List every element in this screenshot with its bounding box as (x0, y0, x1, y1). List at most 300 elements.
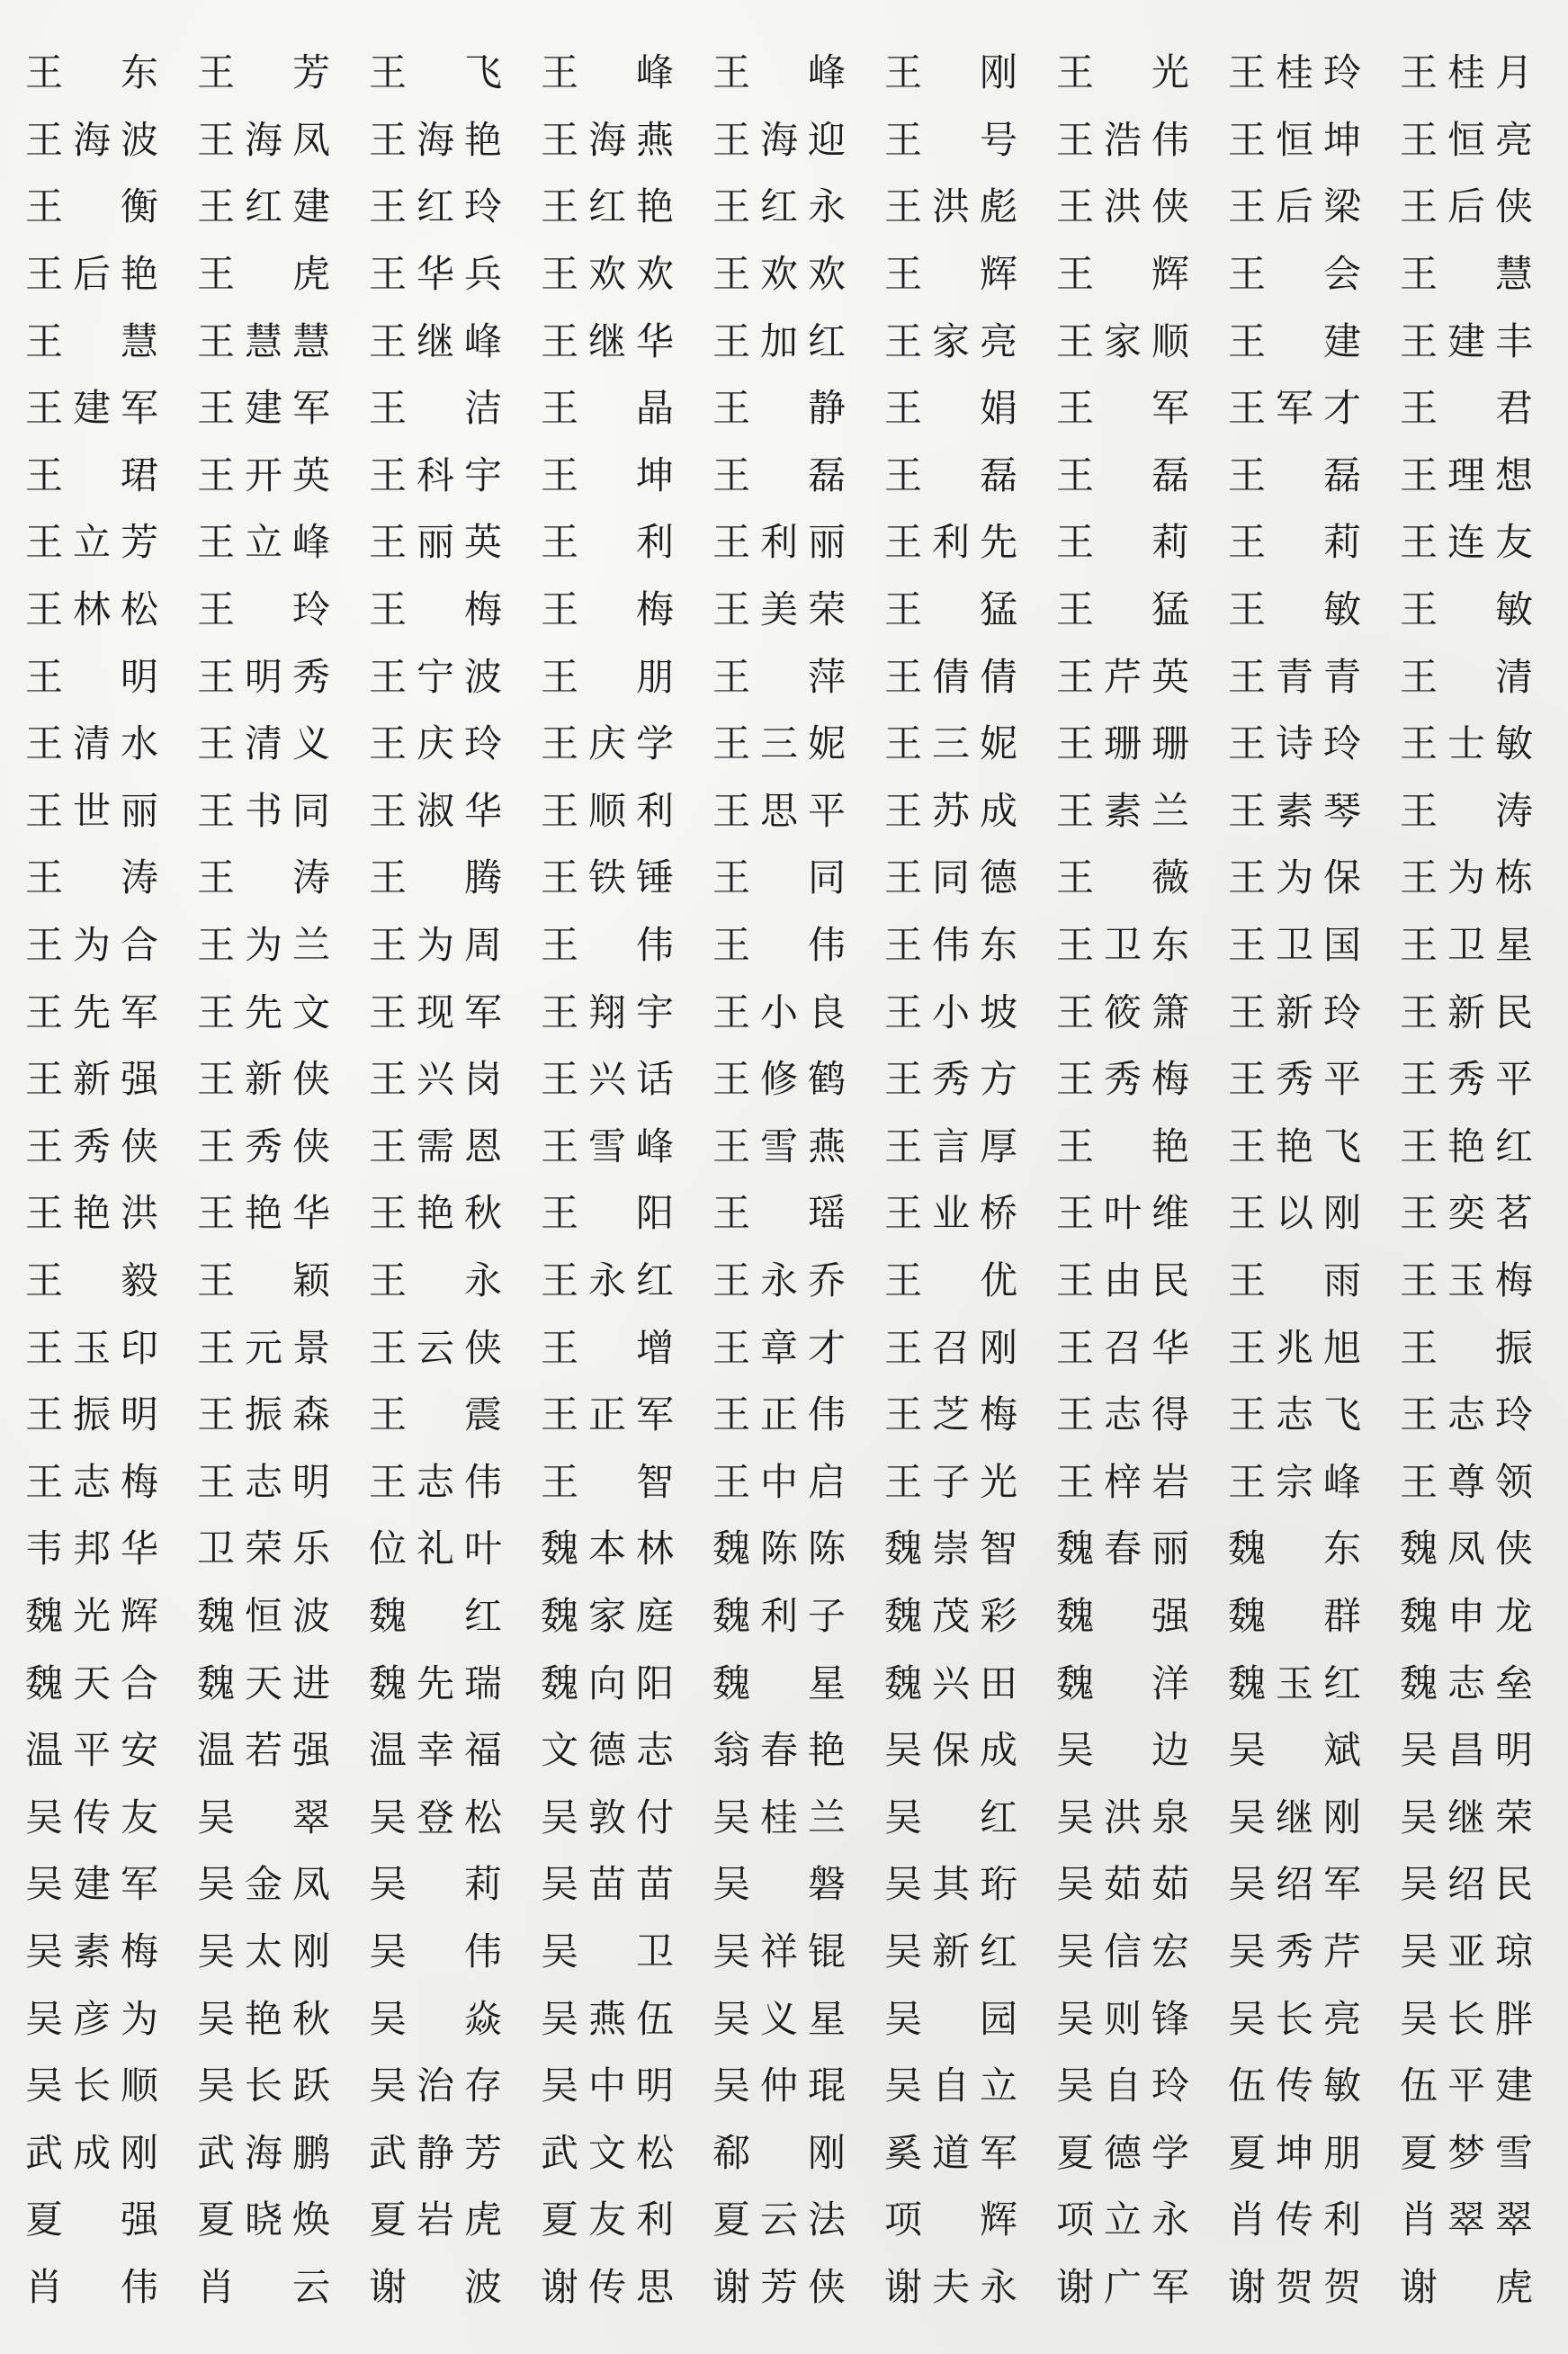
name-entry: 吴登松 (369, 1795, 513, 1839)
name-char: 王 (712, 923, 751, 968)
name-char: 吴 (1056, 1728, 1095, 1773)
name-char: 肖 (197, 2264, 236, 2309)
name-char: 强 (1151, 1593, 1189, 1638)
name-entry: 王为栋 (1400, 855, 1544, 900)
name-entry: 王先军 (25, 989, 169, 1034)
name-entry: 王玉印 (25, 1325, 169, 1370)
name-char: 涛 (1494, 788, 1533, 833)
name-entry: 王云侠 (369, 1325, 513, 1370)
name-entry: 王珊珊 (1056, 721, 1200, 766)
name-entry (541, 650, 674, 704)
name-entry (884, 247, 1017, 301)
name-char: 优 (979, 1258, 1017, 1302)
name-char: 永 (463, 1258, 502, 1302)
name-entry: 王后艳 (25, 252, 169, 297)
name-char: 吴 (369, 1862, 408, 1907)
name-grid (25, 40, 1555, 2321)
name-entry: 王秀平 (1228, 1057, 1372, 1102)
name-entry: 谢传思 (541, 2264, 685, 2309)
name-char: 王 (712, 1191, 751, 1236)
name-entry: 吴太刚 (197, 1929, 341, 1974)
name-entry: 王业桥 (884, 1191, 1028, 1236)
name-entry: 韦邦华 (25, 1526, 169, 1571)
name-entry: 王艳飞 (1228, 1123, 1372, 1168)
name-entry: 王林松 (25, 587, 169, 632)
name-char: 王 (1228, 452, 1267, 497)
name-entry: 王兴话 (541, 1057, 685, 1102)
name-entry: 吴长胖 (1400, 1996, 1544, 2041)
name-char: 峰 (807, 50, 846, 95)
name-char: 夏 (25, 2197, 64, 2242)
name-char: 王 (1400, 788, 1438, 833)
name-entry (712, 1657, 846, 1711)
name-char: 王 (541, 1191, 579, 1236)
name-entry: 王志明 (197, 1459, 341, 1504)
name-char: 飞 (463, 50, 502, 95)
name-char: 振 (1494, 1325, 1533, 1370)
name-char: 王 (712, 855, 751, 900)
name-entry (197, 46, 330, 100)
name-entry: 王慧慧 (197, 318, 341, 363)
name-char: 伟 (463, 1929, 502, 1974)
name-entry: 王先文 (197, 989, 341, 1034)
name-char: 王 (712, 654, 751, 699)
name-char: 王 (1228, 1258, 1267, 1302)
name-char: 魏 (369, 1593, 408, 1638)
name-entry: 王海燕 (541, 117, 685, 162)
name-entry: 王三妮 (712, 721, 856, 766)
name-char: 吴 (884, 1795, 923, 1839)
name-char: 莉 (463, 1862, 502, 1907)
name-entry: 王恒坤 (1228, 117, 1372, 162)
name-entry (541, 381, 674, 435)
name-char: 萍 (807, 654, 846, 699)
name-entry: 王振明 (25, 1392, 169, 1437)
name-entry: 王尊领 (1400, 1459, 1544, 1504)
name-char: 王 (1228, 520, 1267, 565)
name-char: 王 (541, 386, 579, 431)
name-entry (369, 1992, 502, 2046)
name-char: 慧 (120, 318, 158, 363)
name-char: 猛 (979, 587, 1017, 632)
name-entry: 翁春艳 (712, 1728, 856, 1773)
name-entry: 王立峰 (197, 520, 341, 565)
name-entry: 王士敏 (1400, 721, 1544, 766)
name-entry (197, 851, 330, 905)
name-entry (197, 2260, 330, 2314)
name-entry: 王桂月 (1400, 50, 1544, 95)
name-entry (541, 1186, 674, 1240)
name-entry: 魏志垒 (1400, 1660, 1544, 1705)
name-entry (884, 583, 1017, 637)
name-char: 王 (541, 520, 579, 565)
name-char: 王 (197, 252, 236, 297)
name-entry: 温平安 (25, 1728, 169, 1773)
name-entry: 王由民 (1056, 1258, 1200, 1302)
name-entry (541, 1321, 674, 1375)
name-entry: 王秀梅 (1056, 1057, 1200, 1102)
name-entry: 武静芳 (369, 2130, 513, 2175)
name-char: 王 (25, 318, 64, 363)
name-entry: 魏凤侠 (1400, 1526, 1544, 1571)
name-entry: 王卫星 (1400, 923, 1544, 968)
name-entry: 夏德学 (1056, 2130, 1200, 2175)
name-entry (1056, 1723, 1189, 1777)
name-char: 王 (1400, 386, 1438, 431)
name-entry: 吴自立 (884, 2063, 1028, 2108)
name-char: 号 (979, 117, 1017, 162)
name-entry (541, 1455, 674, 1509)
name-char: 魏 (712, 1660, 751, 1705)
name-entry: 王诗玲 (1228, 721, 1372, 766)
name-entry: 王青青 (1228, 654, 1372, 699)
name-entry: 王兆旭 (1228, 1325, 1372, 1370)
name-entry: 王以刚 (1228, 1191, 1372, 1236)
name-char: 东 (120, 50, 158, 95)
name-char: 梅 (463, 587, 502, 632)
name-entry (541, 1925, 674, 1979)
name-entry: 吴仲琨 (712, 2063, 856, 2108)
name-char: 王 (197, 587, 236, 632)
name-entry: 王艳洪 (25, 1191, 169, 1236)
name-entry: 肖翠翠 (1400, 2197, 1544, 2242)
name-entry: 王倩倩 (884, 654, 1028, 699)
name-entry (1056, 515, 1189, 569)
name-char: 辉 (979, 2197, 1017, 2242)
name-entry: 王志伟 (369, 1459, 513, 1504)
name-char: 刚 (979, 50, 1017, 95)
name-char: 东 (1322, 1526, 1361, 1571)
name-char: 王 (25, 654, 64, 699)
name-char: 吴 (369, 1996, 408, 2041)
name-entry: 王艳华 (197, 1191, 341, 1236)
name-entry: 夏梦雪 (1400, 2130, 1544, 2175)
name-entry (884, 1992, 1017, 2046)
name-char: 王 (541, 1459, 579, 1504)
name-char: 刚 (807, 2130, 846, 2175)
name-char: 王 (1056, 386, 1095, 431)
name-entry (25, 46, 158, 100)
name-entry: 魏陈陈 (712, 1526, 856, 1571)
name-entry: 王苏成 (884, 788, 1028, 833)
name-entry (1056, 851, 1189, 905)
name-entry (25, 2260, 158, 2314)
name-entry: 吴亚琼 (1400, 1929, 1544, 1974)
name-entry (1400, 583, 1533, 637)
name-char: 园 (979, 1996, 1017, 2041)
name-entry (25, 180, 158, 234)
name-char: 清 (1494, 654, 1533, 699)
name-entry: 王红艳 (541, 184, 685, 229)
name-entry: 魏春丽 (1056, 1526, 1200, 1571)
name-entry: 魏兴田 (884, 1660, 1028, 1705)
name-entry: 王利先 (884, 520, 1028, 565)
name-entry: 王召刚 (884, 1325, 1028, 1370)
name-char: 磊 (1151, 452, 1189, 497)
name-entry: 魏本林 (541, 1526, 685, 1571)
name-entry: 王兴岗 (369, 1057, 513, 1102)
name-entry: 王筱箫 (1056, 989, 1200, 1034)
name-entry: 王为合 (25, 923, 169, 968)
name-entry: 夏坤朋 (1228, 2130, 1372, 2175)
name-entry: 王连友 (1400, 520, 1544, 565)
name-entry: 王顺利 (541, 788, 685, 833)
name-entry (1228, 1589, 1361, 1643)
name-entry (884, 1791, 1017, 1845)
name-entry: 吴自玲 (1056, 2063, 1200, 2108)
name-char: 星 (807, 1660, 846, 1705)
name-entry (197, 583, 330, 637)
name-entry: 王中启 (712, 1459, 856, 1504)
name-entry: 伍平建 (1400, 2063, 1544, 2108)
name-entry: 武文松 (541, 2130, 685, 2175)
name-entry (25, 2193, 158, 2247)
name-char: 涛 (120, 855, 158, 900)
name-entry (541, 449, 674, 503)
name-char: 莉 (1322, 520, 1361, 565)
name-entry (1400, 2260, 1533, 2314)
name-entry: 魏天合 (25, 1660, 169, 1705)
name-char: 波 (463, 2264, 502, 2309)
name-char: 涛 (291, 855, 330, 900)
name-char: 红 (463, 1593, 502, 1638)
name-char: 震 (463, 1392, 502, 1437)
name-entry: 魏恒波 (197, 1593, 341, 1638)
name-entry: 魏先瑞 (369, 1660, 513, 1705)
name-entry: 王华兵 (369, 252, 513, 297)
name-char: 王 (369, 50, 408, 95)
name-entry (712, 46, 846, 100)
name-char: 强 (120, 2197, 158, 2242)
name-char: 王 (1400, 654, 1438, 699)
name-char: 王 (712, 50, 751, 95)
name-entry: 王子光 (884, 1459, 1028, 1504)
name-entry: 王建丰 (1400, 318, 1544, 363)
name-entry (369, 2260, 502, 2314)
name-entry: 魏茂彩 (884, 1593, 1028, 1638)
name-entry: 谢夫永 (884, 2264, 1028, 2309)
name-entry: 王秀方 (884, 1057, 1028, 1102)
name-entry: 王秀平 (1400, 1057, 1544, 1102)
name-entry: 王欢欢 (712, 252, 856, 297)
name-entry: 项立永 (1056, 2197, 1200, 2242)
name-entry: 王庆玲 (369, 721, 513, 766)
name-entry: 吴素梅 (25, 1929, 169, 1974)
name-char: 伟 (807, 923, 846, 968)
name-char: 晶 (635, 386, 674, 431)
name-entry (712, 2126, 846, 2180)
name-char: 卫 (635, 1929, 674, 1974)
name-entry: 王海迎 (712, 117, 856, 162)
name-char: 王 (1228, 252, 1267, 297)
name-char: 坤 (635, 452, 674, 497)
name-char: 王 (884, 452, 923, 497)
name-entry: 王继峰 (369, 318, 513, 363)
name-entry: 王艳秋 (369, 1191, 513, 1236)
name-char: 王 (712, 452, 751, 497)
name-char: 吴 (197, 1795, 236, 1839)
name-char: 瑶 (807, 1191, 846, 1236)
name-entry: 吴信宏 (1056, 1929, 1200, 1974)
name-entry (25, 1254, 158, 1308)
name-char: 洋 (1151, 1660, 1189, 1705)
name-char: 王 (1056, 1123, 1095, 1168)
name-entry (25, 315, 158, 369)
name-entry (541, 918, 674, 972)
name-entry: 王新强 (25, 1057, 169, 1102)
name-entry: 谢广军 (1056, 2264, 1200, 2309)
name-char: 王 (1400, 587, 1438, 632)
name-entry: 温若强 (197, 1728, 341, 1773)
name-entry (1056, 583, 1189, 637)
name-char: 磐 (807, 1862, 846, 1907)
name-char: 斌 (1322, 1728, 1361, 1773)
name-char: 王 (541, 452, 579, 497)
name-entry (1056, 449, 1189, 503)
name-char: 翠 (291, 1795, 330, 1839)
name-char: 焱 (463, 1996, 502, 2041)
name-entry (712, 650, 846, 704)
name-entry: 夏晓焕 (197, 2197, 341, 2242)
name-entry: 王章才 (712, 1325, 856, 1370)
name-entry (712, 1857, 846, 1911)
name-entry: 吴金凤 (197, 1862, 341, 1907)
name-entry (884, 46, 1017, 100)
name-char: 吴 (1228, 1728, 1267, 1773)
name-char: 敏 (1494, 587, 1533, 632)
name-entry (1056, 1589, 1189, 1643)
name-entry: 谢贺贺 (1228, 2264, 1372, 2309)
name-entry: 王言厚 (884, 1123, 1028, 1168)
name-entry: 王为兰 (197, 923, 341, 968)
name-char: 王 (369, 1258, 408, 1302)
name-entry: 王元景 (197, 1325, 341, 1370)
name-char: 谢 (369, 2264, 408, 2309)
name-entry (1400, 650, 1533, 704)
name-char: 王 (884, 252, 923, 297)
name-entry (541, 583, 674, 637)
name-entry: 王同德 (884, 855, 1028, 900)
name-entry: 王家亮 (884, 318, 1028, 363)
name-entry (1228, 1254, 1361, 1308)
name-entry: 王清水 (25, 721, 169, 766)
name-char: 王 (25, 50, 64, 95)
name-entry: 吴苗苗 (541, 1862, 685, 1907)
name-entry: 吴继荣 (1400, 1795, 1544, 1839)
name-char: 珺 (120, 452, 158, 497)
name-entry: 肖传利 (1228, 2197, 1372, 2242)
name-entry: 吴建军 (25, 1862, 169, 1907)
name-entry (197, 1254, 330, 1308)
name-entry: 吴中明 (541, 2063, 685, 2108)
name-entry: 王志得 (1056, 1392, 1200, 1437)
name-entry: 王丽英 (369, 520, 513, 565)
name-char: 王 (197, 855, 236, 900)
name-char: 同 (807, 855, 846, 900)
name-entry: 吴义星 (712, 1996, 856, 2041)
name-entry (712, 449, 846, 503)
name-entry: 王家顺 (1056, 318, 1200, 363)
name-entry (369, 1925, 502, 1979)
name-char: 军 (1151, 386, 1189, 431)
name-entry: 伍传敏 (1228, 2063, 1372, 2108)
name-entry: 王永乔 (712, 1258, 856, 1302)
name-entry (712, 1186, 846, 1240)
name-entry (1056, 381, 1189, 435)
name-entry: 王建军 (197, 386, 341, 431)
name-entry: 王现军 (369, 989, 513, 1034)
name-entry: 王加红 (712, 318, 856, 363)
name-char: 王 (1056, 452, 1095, 497)
name-entry: 吴洪泉 (1056, 1795, 1200, 1839)
name-char: 朋 (635, 654, 674, 699)
name-entry (541, 515, 674, 569)
name-char: 阳 (635, 1191, 674, 1236)
name-entry: 吴继刚 (1228, 1795, 1372, 1839)
name-entry: 王艳红 (1400, 1123, 1544, 1168)
name-entry (369, 1254, 502, 1308)
name-char: 虎 (1494, 2264, 1533, 2309)
name-char: 王 (197, 50, 236, 95)
name-char: 红 (979, 1795, 1017, 1839)
name-char: 云 (291, 2264, 330, 2309)
name-entry: 王需恩 (369, 1123, 513, 1168)
name-char: 衡 (120, 184, 158, 229)
name-char: 艳 (1151, 1123, 1189, 1168)
name-entry: 王庆学 (541, 721, 685, 766)
name-entry: 王新侠 (197, 1057, 341, 1102)
name-entry: 王卫东 (1056, 923, 1200, 968)
name-entry (1056, 1120, 1189, 1174)
name-entry: 王后侠 (1400, 184, 1544, 229)
name-entry: 王红玲 (369, 184, 513, 229)
name-char: 王 (541, 1325, 579, 1370)
name-entry: 谢芳侠 (712, 2264, 856, 2309)
name-entry: 王开英 (197, 452, 341, 497)
name-entry: 王书同 (197, 788, 341, 833)
name-entry (1056, 46, 1189, 100)
name-entry (884, 113, 1017, 167)
name-char: 王 (1228, 587, 1267, 632)
name-entry (712, 918, 846, 972)
name-char: 磊 (1322, 452, 1361, 497)
name-entry (369, 851, 502, 905)
name-entry: 王立芳 (25, 520, 169, 565)
name-char: 伟 (120, 2264, 158, 2309)
name-entry: 王恒亮 (1400, 117, 1544, 162)
name-entry: 王利丽 (712, 520, 856, 565)
name-char: 王 (1400, 1325, 1438, 1370)
name-char: 玲 (291, 587, 330, 632)
name-entry (369, 583, 502, 637)
name-entry: 吴彦为 (25, 1996, 169, 2041)
name-char: 猛 (1151, 587, 1189, 632)
name-entry: 吴其珩 (884, 1862, 1028, 1907)
name-char: 君 (1494, 386, 1533, 431)
name-char: 雨 (1322, 1258, 1361, 1302)
name-char: 毅 (120, 1258, 158, 1302)
name-entry: 吴治存 (369, 2063, 513, 2108)
name-entry: 王正军 (541, 1392, 685, 1437)
name-char: 王 (712, 386, 751, 431)
name-char: 王 (1228, 318, 1267, 363)
name-entry: 王志玲 (1400, 1392, 1544, 1437)
name-char: 芳 (291, 50, 330, 95)
name-entry: 王召华 (1056, 1325, 1200, 1370)
name-entry (1400, 247, 1533, 301)
name-entry: 王奕茗 (1400, 1191, 1544, 1236)
name-entry (1228, 315, 1361, 369)
